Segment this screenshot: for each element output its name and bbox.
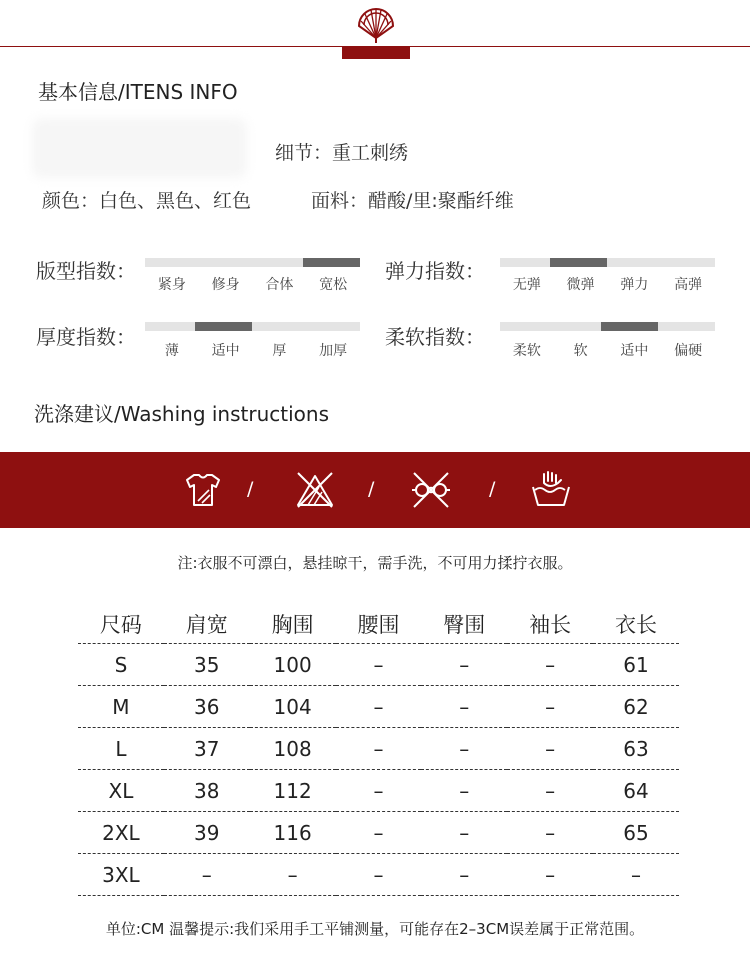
table-cell: – (631, 862, 642, 887)
elasticity-index-marker (550, 258, 607, 267)
table-row (78, 686, 679, 728)
table-row (78, 854, 679, 896)
tick-label: 修身 (211, 277, 240, 293)
elasticity-index-bar (500, 258, 715, 267)
header-accent-bar (342, 47, 410, 59)
table-cell: – (459, 820, 470, 845)
table-cell: 39 (194, 820, 220, 845)
thickness-index-bar (145, 322, 360, 331)
fit-index-marker (303, 258, 360, 267)
color-text: 颜色：白色、黑色、红色 (42, 190, 252, 212)
column-header: 肩宽 (185, 613, 228, 637)
table-cell: 62 (623, 694, 649, 719)
tick-label: 偏硬 (674, 343, 703, 359)
table-cell: 108 (273, 736, 312, 761)
size-table (78, 605, 679, 896)
tick-label: 高弹 (674, 277, 703, 293)
hand-wash-icon (530, 471, 572, 509)
column-header: 袖长 (529, 613, 572, 637)
tick-label: 柔软 (512, 343, 541, 359)
table-cell: – (373, 862, 384, 887)
table-cell: – (373, 778, 384, 803)
table-cell: – (287, 862, 298, 887)
tick-label: 宽松 (319, 277, 348, 293)
table-cell: 2XL (102, 820, 140, 845)
tick-label: 合体 (265, 277, 294, 293)
table-cell: – (373, 820, 384, 845)
table-cell: – (545, 778, 556, 803)
table-cell: – (373, 652, 384, 677)
fit-index-bar (145, 258, 360, 267)
washing-title: 洗涤建议/Washing instructions (34, 402, 329, 426)
thickness-index-marker (195, 322, 252, 331)
table-row (78, 728, 679, 770)
column-header: 衣长 (615, 613, 658, 637)
tick-label: 弹力 (620, 277, 649, 293)
softness-index-bar (500, 322, 715, 331)
table-cell: – (459, 778, 470, 803)
table-cell: – (201, 862, 212, 887)
table-cell: 104 (273, 694, 312, 719)
column-header: 尺码 (99, 613, 142, 637)
table-cell: XL (108, 778, 134, 803)
table-cell: – (459, 694, 470, 719)
measurement-note: 单位:CM 温馨提示:我们采用手工平铺测量，可能存在2–3CM误差属于正常范围。 (105, 920, 645, 938)
tick-label: 无弹 (512, 277, 541, 293)
tick-label: 软 (573, 343, 588, 359)
elasticity-index-label: 弹力指数： (385, 259, 485, 283)
tick-label: 薄 (164, 343, 179, 359)
table-cell: – (545, 694, 556, 719)
table-cell: 3XL (102, 862, 140, 887)
table-cell: – (373, 736, 384, 761)
table-row (78, 770, 679, 812)
table-header-row (78, 605, 679, 644)
fabric-text: 面料：醋酸/里:聚酯纤维 (311, 190, 514, 212)
tick-label: 适中 (211, 343, 240, 359)
table-cell: 100 (273, 652, 312, 677)
table-cell: M (112, 694, 130, 719)
table-cell: 112 (273, 778, 312, 803)
table-cell: L (115, 736, 127, 761)
table-cell: 35 (194, 652, 220, 677)
washing-icon-band (0, 452, 750, 528)
info-title: 基本信息/ITENS INFO (38, 80, 238, 104)
tick-label: 微弹 (566, 277, 595, 293)
table-cell: 65 (623, 820, 649, 845)
table-cell: – (459, 736, 470, 761)
table-cell: – (459, 652, 470, 677)
tshirt-hang-dry-icon (182, 471, 224, 509)
no-wring-icon (410, 471, 452, 509)
elasticity-index-ticks (500, 274, 715, 294)
table-cell: – (459, 862, 470, 887)
icon-separator: / (368, 478, 375, 500)
icon-separator: / (489, 478, 496, 500)
table-cell: S (114, 652, 128, 677)
table-cell: 63 (623, 736, 649, 761)
fit-index-ticks (145, 274, 360, 294)
column-header: 臀围 (443, 613, 486, 637)
tick-label: 加厚 (319, 343, 348, 359)
table-cell: 116 (273, 820, 312, 845)
table-cell: 36 (194, 694, 220, 719)
detail-text: 细节：重工刺绣 (275, 142, 409, 164)
table-cell: – (545, 652, 556, 677)
column-header: 腰围 (357, 613, 400, 637)
softness-index-ticks (500, 340, 715, 360)
table-cell: – (545, 736, 556, 761)
tick-label: 厚 (272, 343, 287, 359)
tick-label: 紧身 (157, 277, 186, 293)
table-row (78, 644, 679, 686)
icon-separator: / (247, 478, 254, 500)
blurred-area (32, 118, 247, 178)
table-cell: – (545, 820, 556, 845)
table-cell: – (545, 862, 556, 887)
thickness-index-label: 厚度指数： (36, 325, 136, 349)
table-cell: 64 (623, 778, 649, 803)
folding-fan-icon (355, 4, 397, 44)
table-row (78, 812, 679, 854)
softness-index-label: 柔软指数： (385, 325, 485, 349)
washing-note: 注:衣服不可漂白，悬挂晾干，需手洗，不可用力揉拧衣服。 (177, 554, 573, 572)
table-cell: 38 (194, 778, 220, 803)
no-bleach-icon (294, 471, 336, 509)
column-header: 胸围 (271, 613, 314, 637)
table-cell: – (373, 694, 384, 719)
thickness-index-ticks (145, 340, 360, 360)
fit-index-label: 版型指数： (36, 259, 136, 283)
table-cell: 37 (194, 736, 220, 761)
softness-index-marker (601, 322, 658, 331)
tick-label: 适中 (620, 343, 649, 359)
table-cell: 61 (623, 652, 649, 677)
